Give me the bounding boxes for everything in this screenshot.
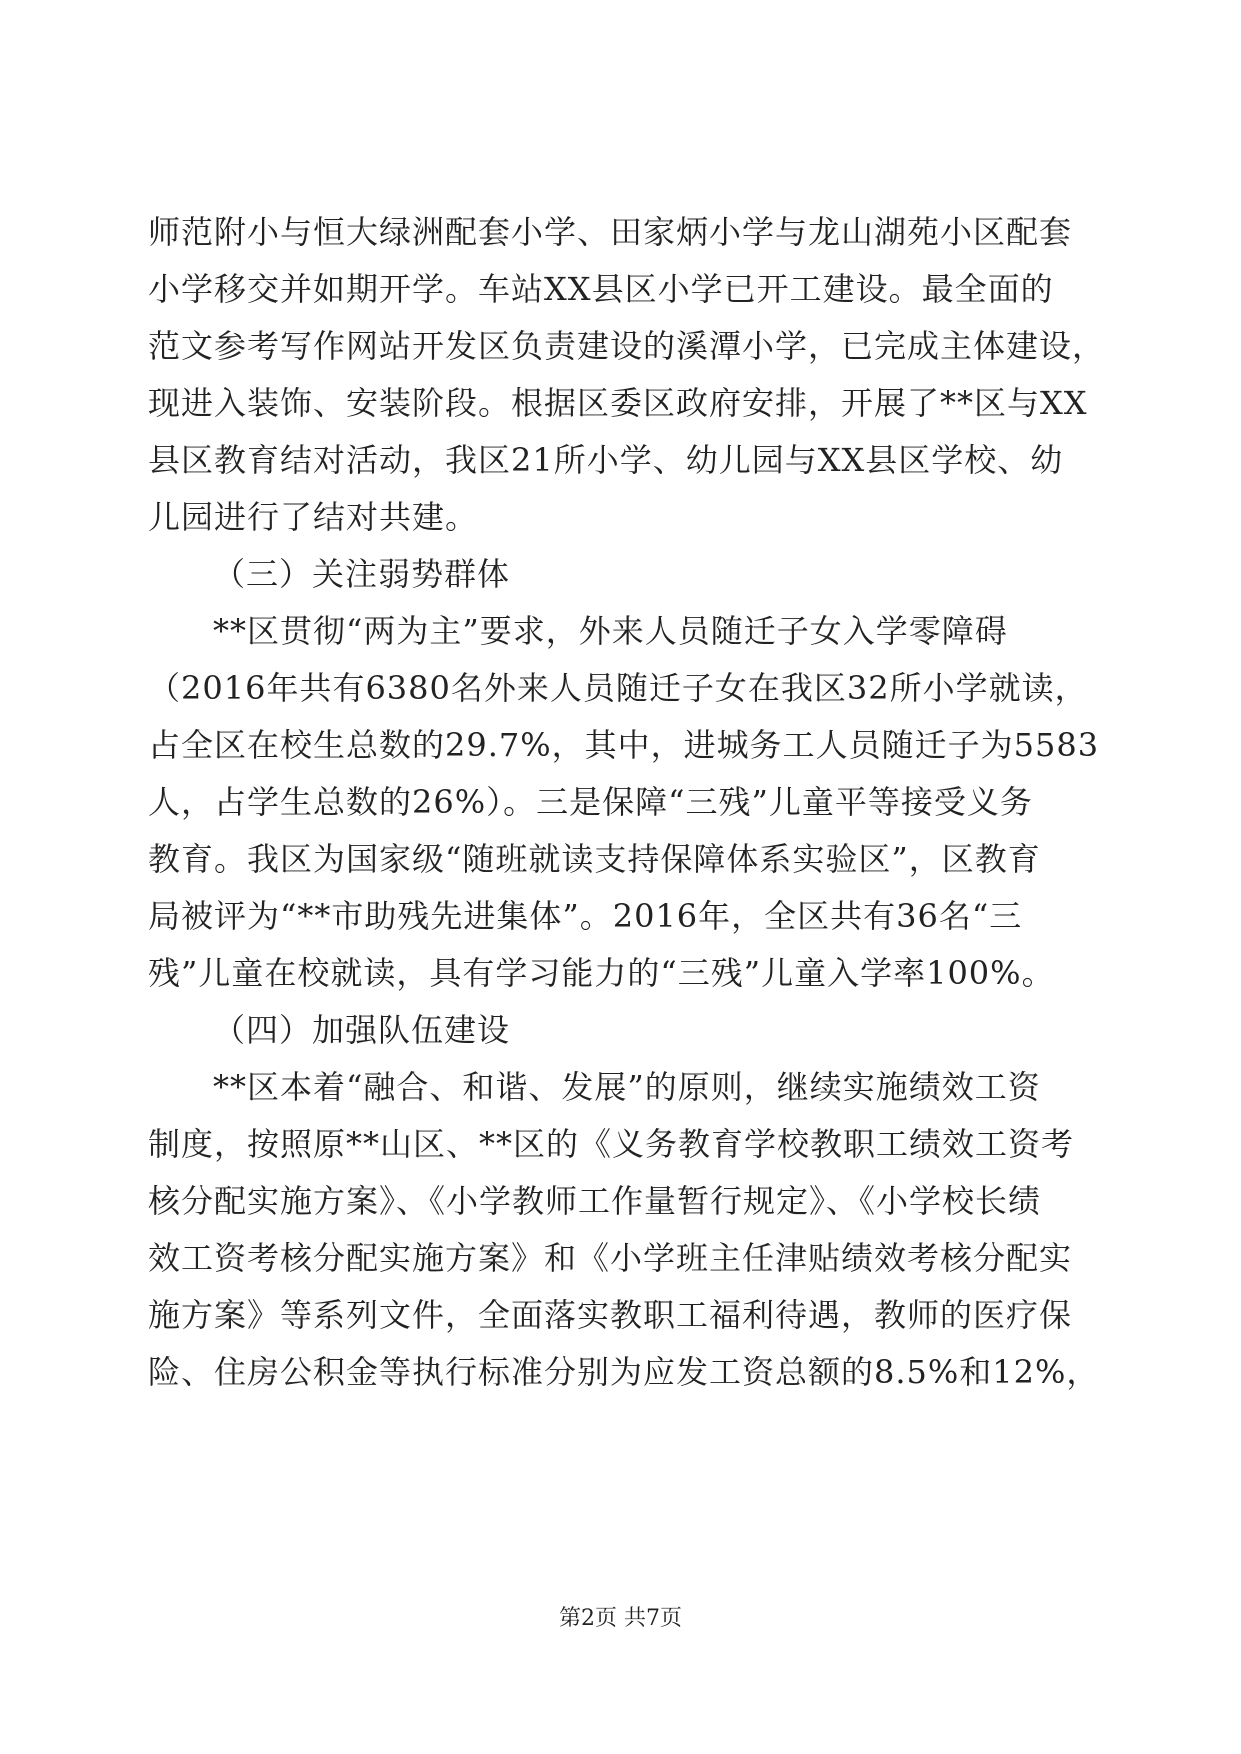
paragraph-line: 儿园进行了结对共建。 (148, 498, 479, 536)
section-heading: （三）关注弱势群体 (213, 555, 511, 593)
paragraph-line: **区本着“融合、和谐、发展”的原则，继续实施绩效工资 (213, 1068, 1041, 1106)
paragraph-line: 县区教育结对活动，我区21所小学、幼儿园与XX县区学校、幼 (148, 441, 1064, 479)
paragraph-line: 核分配实施方案》、《小学教师工作量暂行规定》、《小学校长绩 (148, 1182, 1042, 1220)
section-heading: （四）加强队伍建设 (213, 1011, 511, 1049)
paragraph-line: 效工资考核分配实施方案》和《小学班主任津贴绩效考核分配实 (148, 1239, 1073, 1277)
paragraph-line: 占全区在校生总数的29.7%，其中，进城务工人员随迁子为5583 (148, 726, 1100, 764)
paragraph-line: 残”儿童在校就读，具有学习能力的“三残”儿童入学率100%。 (148, 954, 1055, 992)
paragraph-line: （2016年共有6380名外来人员随迁子女在我区32所小学就读， (148, 669, 1088, 707)
paragraph-line: 小学移交并如期开学。车站XX县区小学已开工建设。最全面的 (148, 270, 1054, 308)
paragraph-line: **区贯彻“两为主”要求，外来人员随迁子女入学零障碍 (213, 612, 1008, 650)
paragraph-line: 施方案》等系列文件，全面落实教职工福利待遇，教师的医疗保 (148, 1296, 1073, 1334)
paragraph-line: 现进入装饰、安装阶段。根据区委区政府安排，开展了**区与XX (148, 384, 1088, 422)
page-footer: 第2页 共7页 (559, 1606, 682, 1631)
paragraph-line: 教育。我区为国家级“随班就读支持保障体系实验区”，区教育 (148, 840, 1041, 878)
paragraph-line: 范文参考写作网站开发区负责建设的溪潭小学，已完成主体建设， (148, 327, 1106, 365)
paragraph-line: 师范附小与恒大绿洲配套小学、田家炳小学与龙山湖苑小区配套 (148, 213, 1073, 251)
paragraph-line: 制度，按照原**山区、**区的《义务教育学校教职工绩效工资考 (148, 1125, 1075, 1163)
paragraph-line: 人，占学生总数的26%）。三是保障“三残”儿童平等接受义务 (148, 783, 1033, 821)
paragraph-line: 局被评为“**市助残先进集体”。2016年，全区共有36名“三 (148, 897, 1023, 935)
paragraph-line: 险、住房公积金等执行标准分别为应发工资总额的8.5%和12%， (148, 1353, 1100, 1391)
